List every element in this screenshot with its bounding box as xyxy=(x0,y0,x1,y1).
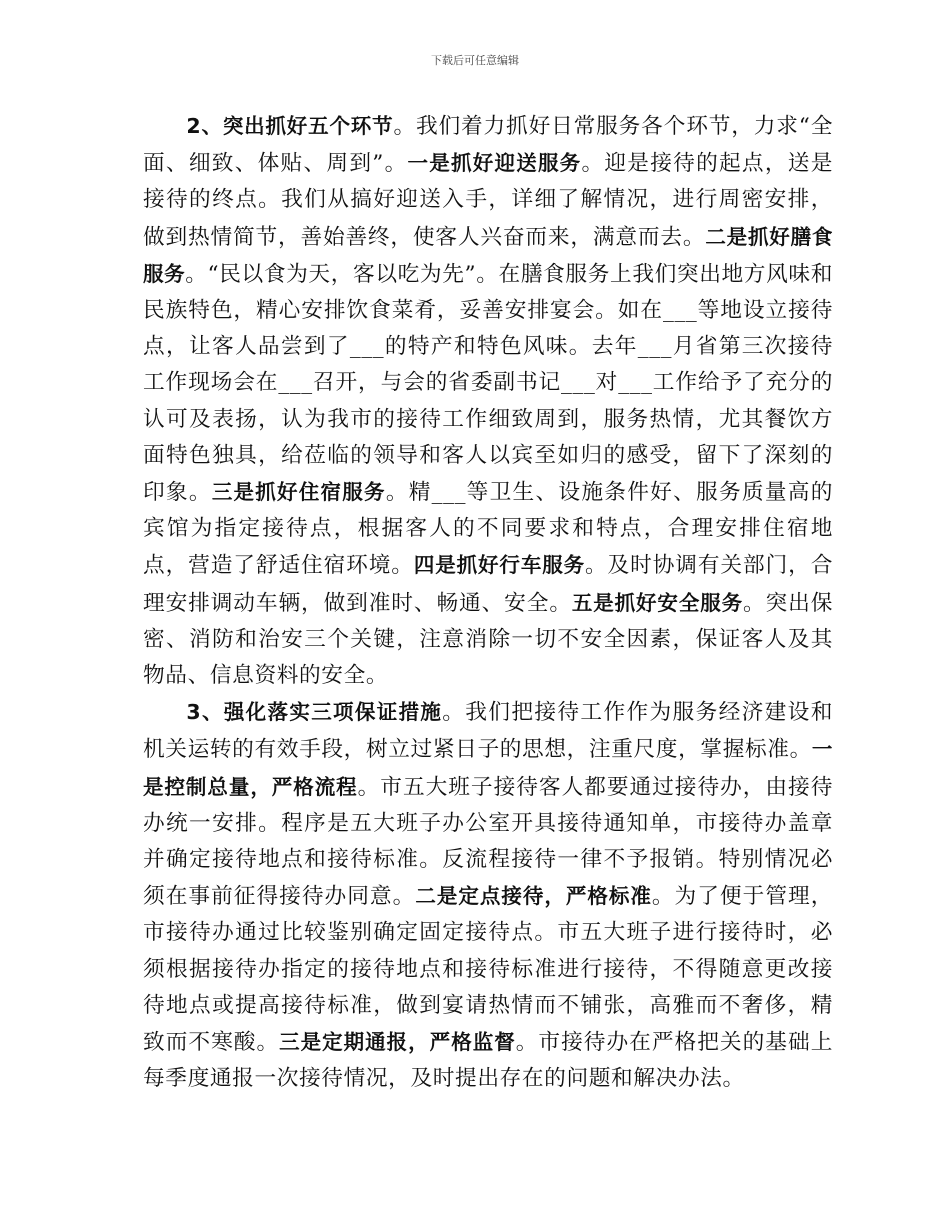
paragraph-text: 。为了便于管理，市接待办通过比较鉴别确定固定接待点。市五大班子进行接待时，必须根据接待办指定的接待地点和接待标准进行接待，不得随意更改接待地点或提高接待标准，做到宴请热情而不铺张，高雅而不奢侈，精致而不寒酸。 xyxy=(143,884,833,1056)
paragraph-text: 。市五大班子接待客人都要通过接待办，由接待办统一安排。程序是五大班子办公室开具接待通知单，市接待办盖章并确定接待地点和接待标准。反流程接待一律不予报销。特别情况必须在事前征得接待办同意。 xyxy=(143,774,833,910)
point-designated-reception: 二是定点接待，严格标准 xyxy=(415,884,652,909)
heading-five-links: 2、突出抓好五个环节 xyxy=(186,114,394,138)
page-header: 下载后可任意编辑 xyxy=(431,54,519,67)
paragraph-five-links xyxy=(143,108,833,694)
heading-three-measures: 3、强化落实三项保证措施 xyxy=(186,700,443,725)
paragraph-text: 。突出保密、消防和治安三个关键，注意消除一切不安全因素，保证客人及其物品、信息资料的安全。 xyxy=(143,590,833,689)
point-lodging-service: 三是抓好住宿服务 xyxy=(211,480,386,505)
paragraph-text: 。“民以食为天，客以吃为先”。在膳食服务上我们突出地方风味和民族特色，精心安排饮食菜肴，妥善安排宴会。如在___等地设立接待点，让客人品尝到了___的特产和特色风味。去年___月省第三次接待工作现场会在___召开，与会的省委副书记___对___工作给予了充分的认可及表扬，认为我市的接待工作细致周到，服务热情，尤其餐饮方面特色独具，给莅临的领导和客人以宾至如归的感受，留下了深刻的印象。 xyxy=(143,261,833,506)
paragraph-text: 。我们把接待工作作为服务经济建设和机关运转的有效手段，树立过紧日子的思想，注重尺度，掌握标准。 xyxy=(143,700,833,763)
point-regular-report: 三是定期通报，严格监督 xyxy=(279,1030,516,1055)
point-safety-service: 五是抓好安全服务 xyxy=(571,590,743,615)
paragraph-text: 。迎是接待的起点，送是接待的终点。我们从搞好迎送入手，详细了解情况，进行周密安排，做到热情简节，善始善终，使客人兴奋而来，满意而去。 xyxy=(143,151,833,250)
point-control-total: 一是控制总量，严格流程 xyxy=(143,737,833,799)
paragraph-text: 。及时协调有关部门，合理安排调动车辆，做到准时、畅通、安全。 xyxy=(143,553,834,616)
point-vehicle-service: 四是抓好行车服务 xyxy=(413,553,585,578)
point-reception-service: 一是抓好迎送服务 xyxy=(407,151,582,176)
paragraph-text: 。我们着力抓好日常服务各个环节，力求“全面、细致、体贴、周到”。 xyxy=(143,114,834,177)
document-body xyxy=(143,108,833,1097)
paragraph-text: 。市接待办在严格把关的基础上每季度通报一次接待情况，及时提出存在的问题和解决办法。 xyxy=(143,1030,833,1092)
point-catering-service: 二是抓好膳食服务 xyxy=(143,224,833,286)
paragraph-three-measures xyxy=(143,694,833,1097)
paragraph-text: 。精___等卫生、设施条件好、服务质量高的宾馆为指定接待点，根据客人的不同要求和特点，合理安排住宿地点，营造了舒适住宿环境。 xyxy=(143,480,833,579)
